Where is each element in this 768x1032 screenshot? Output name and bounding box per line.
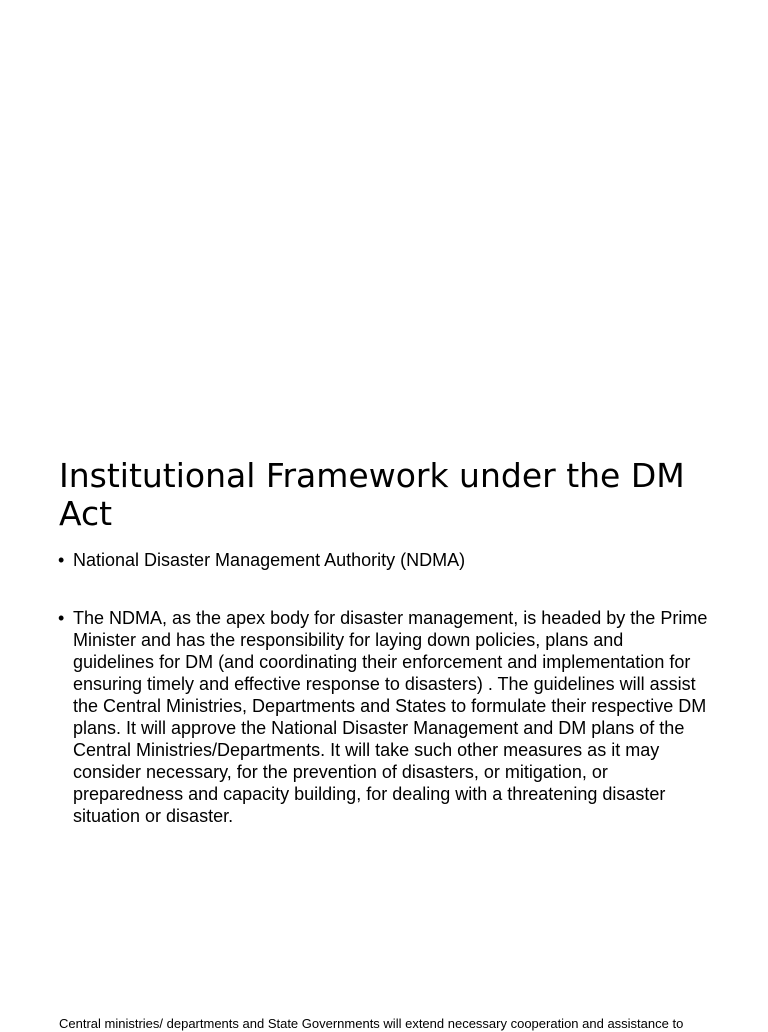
- page-title: Institutional Framework under the DM Act: [59, 456, 685, 533]
- list-item-text: The NDMA, as the apex body for disaster management, is headed by the Prime Minister and has the responsibility for laying down policies, plans and guidelines for DM (and coordinating their enforcement and implementation for ensuring timely and effective response to disasters) . The guidelines will assist the Central Ministries, Departments and States to formulate their respective DM plans. It will approve the National Disaster Management and DM plans of the Central Ministries/Departments. It will take such other measures as it may consider necessary, for the prevention of disasters, or mitigation, or preparedness and capacity building, for dealing with a threatening disaster situation or disaster.: [73, 608, 708, 826]
- footer-note: Central ministries/ departments and State Governments will extend necessary cooperation and assistance to: [59, 1016, 684, 1031]
- bullet-marker: •: [58, 608, 65, 628]
- bullet-marker: •: [58, 550, 65, 570]
- list-item: [58, 607, 708, 827]
- list-item-text: National Disaster Management Authority (NDMA): [73, 550, 466, 570]
- bullet-list: [58, 549, 708, 827]
- list-item: [58, 549, 708, 571]
